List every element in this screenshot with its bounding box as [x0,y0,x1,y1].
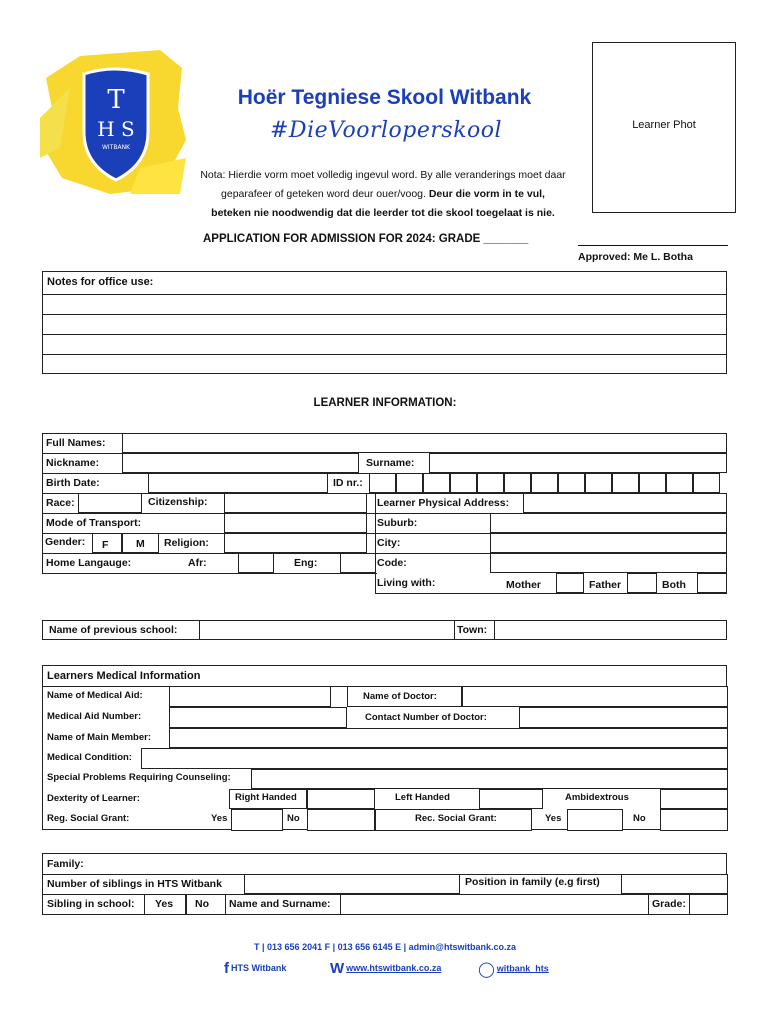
row-divider [42,473,392,474]
learner-left-border [42,433,43,573]
father-label: Father [589,579,622,591]
doctor-contact-input[interactable] [519,707,728,728]
office-notes-line [43,294,726,295]
suburb-label: Suburb: [377,517,418,529]
gender-m-label: M [136,538,145,550]
transport-input[interactable] [224,513,367,533]
reg-grant-label: Reg. Social Grant: [47,813,130,824]
counseling-label: Special Problems Requiring Counseling: [47,772,231,783]
full-names-label: Full Names: [46,437,106,449]
position-label: Position in family (e.g first) [465,876,600,888]
surname-input[interactable] [429,453,727,473]
grade-label: Grade: [652,898,686,910]
office-notes-box[interactable] [42,271,727,374]
form-note [178,166,588,223]
reg-grant-no-label: No [287,813,300,824]
medical-condition-label: Medical Condition: [47,752,132,763]
religion-label: Religion: [164,537,209,549]
home-language-label: Home Langauge: [46,557,132,569]
mother-box[interactable] [556,573,584,593]
city-label: City: [377,537,401,549]
reg-grant-yes-box[interactable] [231,809,283,831]
office-notes-line [43,314,726,315]
code-label: Code: [377,557,407,569]
afr-box[interactable] [238,553,274,573]
citizenship-label: Citizenship: [148,496,208,508]
medical-aid-name-input[interactable] [169,686,331,707]
nickname-label: Nickname: [46,457,100,469]
row-divider [42,453,122,454]
medical-aid-number-input[interactable] [169,707,347,728]
ambidextrous-box[interactable] [660,789,728,809]
id-digit-box[interactable] [369,473,396,493]
sibling-no-label: No [195,898,209,910]
suburb-input[interactable] [490,513,727,533]
family-section [42,853,727,915]
sibling-name-input[interactable] [340,894,649,915]
row-divider [42,533,727,534]
row-divider [42,553,727,554]
both-box[interactable] [697,573,727,593]
surname-label: Surname: [366,457,415,469]
logo-letter-t: T [107,85,125,115]
living-with-label: Living with: [377,577,436,589]
row-divider [42,513,727,514]
medical-section [42,665,727,830]
id-digit-box[interactable] [450,473,477,493]
mother-label: Mother [506,579,541,591]
learner-top-border [42,433,122,434]
previous-school-row [42,620,727,640]
footer-facebook[interactable] [224,960,286,977]
full-names-input[interactable] [122,433,727,453]
school-hashtag: #DieVoorloperskool [270,118,503,143]
application-title: APPLICATION FOR ADMISSION FOR 2024: GRADE _______ [203,233,529,245]
row-divider [42,573,377,574]
instagram-label: witbank_hts [496,963,549,974]
approval-signature-line[interactable] [578,245,728,246]
website-icon: W [330,960,345,977]
sibling-grade-input[interactable] [689,894,728,915]
doctor-name-label: Name of Doctor: [363,691,437,702]
id-digit-box[interactable] [531,473,558,493]
eng-label: Eng: [294,557,318,569]
name-surname-label: Name and Surname: [229,898,331,910]
medical-aid-name-label: Name of Medical Aid: [47,690,143,701]
doctor-contact-label: Contact Number of Doctor: [365,712,487,723]
note-line-3-bold: beteken nie noodwendig dat die leerder tot die skool toegelaat is nie. [211,207,555,219]
father-box[interactable] [627,573,657,593]
medical-heading: Learners Medical Information [47,670,201,682]
approved-by: Approved: Me L. Botha [578,251,693,263]
right-handed-box[interactable] [307,789,375,809]
birth-date-input[interactable] [148,473,328,493]
gender-label: Gender: [45,536,86,548]
ambidextrous-label: Ambidextrous [565,792,629,803]
logo-text: WITBANK [101,144,131,151]
right-handed-label: Right Handed [235,792,297,803]
both-label: Both [662,579,686,591]
afr-label: Afr: [188,557,207,569]
id-digit-box[interactable] [585,473,612,493]
footer-website[interactable] [330,960,441,977]
doctor-name-input[interactable] [462,686,728,707]
race-label: Race: [46,497,75,509]
office-notes-line [43,354,726,355]
address-label: Learner Physical Address: [377,497,510,509]
id-digit-box[interactable] [666,473,693,493]
note-line-2: geparafeer of geteken word deur ouer/voog. [221,188,429,200]
learner-photo-box[interactable] [592,42,736,213]
id-digit-box[interactable] [693,473,720,493]
medical-aid-number-label: Medical Aid Number: [47,711,142,722]
eng-box[interactable] [340,553,376,573]
note-line-1: Nota: Hierdie vorm moet volledig ingevul word. By alle veranderings moet daar [200,169,566,181]
row-divider [42,493,727,494]
rec-grant-no-label: No [633,813,646,824]
main-member-input[interactable] [169,728,728,748]
rec-grant-no-box[interactable] [660,809,728,831]
main-member-label: Name of Main Member: [47,732,151,743]
citizenship-input[interactable] [224,493,367,513]
rec-grant-yes-label: Yes [545,813,562,824]
footer-contact: T | 013 656 2041 F | 013 656 6145 E | admin@htswitbank.co.za [254,942,516,952]
city-input[interactable] [490,533,727,553]
id-digit-box[interactable] [423,473,450,493]
learner-info-section [42,433,727,603]
town-label: Town: [457,624,488,636]
id-digit-box[interactable] [477,473,504,493]
logo-letters-hs: H S [97,117,135,141]
left-handed-label: Left Handed [395,792,450,803]
rec-grant-yes-box[interactable] [567,809,623,831]
birth-date-label: Birth Date: [46,477,100,489]
siblings-input[interactable] [244,874,460,894]
office-notes-line [43,334,726,335]
siblings-label: Number of siblings in HTS Witbank [47,878,222,890]
religion-input[interactable] [224,533,367,553]
reg-grant-no-box[interactable] [307,809,375,831]
previous-school-input[interactable] [199,620,455,640]
sibling-yes-label: Yes [155,898,174,910]
facebook-icon: f [224,960,229,977]
col-divider [375,493,376,593]
school-title: Hoër Tegniese Skool Witbank [237,86,532,109]
previous-school-label: Name of previous school: [49,624,178,636]
dexterity-label: Dexterity of Learner: [47,793,140,804]
position-input[interactable] [621,874,728,894]
id-number-label: ID nr.: [333,477,363,489]
id-digit-box[interactable] [639,473,666,493]
office-notes-label: Notes for office use: [47,276,154,288]
gender-f-label: F [102,539,109,551]
facebook-label: HTS Witbank [231,962,287,973]
learner-photo-label: Learner Phot [632,119,696,131]
id-digit-box[interactable] [612,473,639,493]
website-label: www.htswitbank.co.za [346,962,442,973]
counseling-input[interactable] [251,769,728,789]
town-input[interactable] [494,620,727,640]
sibling-in-school-label: Sibling in school: [47,898,135,910]
footer-instagram[interactable] [478,960,549,978]
medical-condition-input[interactable] [141,748,728,769]
school-logo [40,48,188,196]
id-digit-box[interactable] [558,473,585,493]
family-heading: Family: [47,858,84,870]
id-digit-box[interactable] [504,473,531,493]
row-divider [375,593,727,594]
code-input[interactable] [490,553,727,573]
instagram-icon: ◯ [478,961,495,978]
race-input[interactable] [78,493,142,513]
learner-info-heading: LEARNER INFORMATION: [313,397,457,409]
address-input[interactable] [523,493,727,513]
nickname-input[interactable] [122,453,359,473]
reg-grant-yes-label: Yes [211,813,228,824]
note-line-2-bold: Deur die vorm in te vul, [428,188,545,200]
rec-grant-label: Rec. Social Grant: [415,813,497,824]
left-handed-box[interactable] [479,789,543,809]
transport-label: Mode of Transport: [46,517,142,529]
id-digit-box[interactable] [396,473,423,493]
